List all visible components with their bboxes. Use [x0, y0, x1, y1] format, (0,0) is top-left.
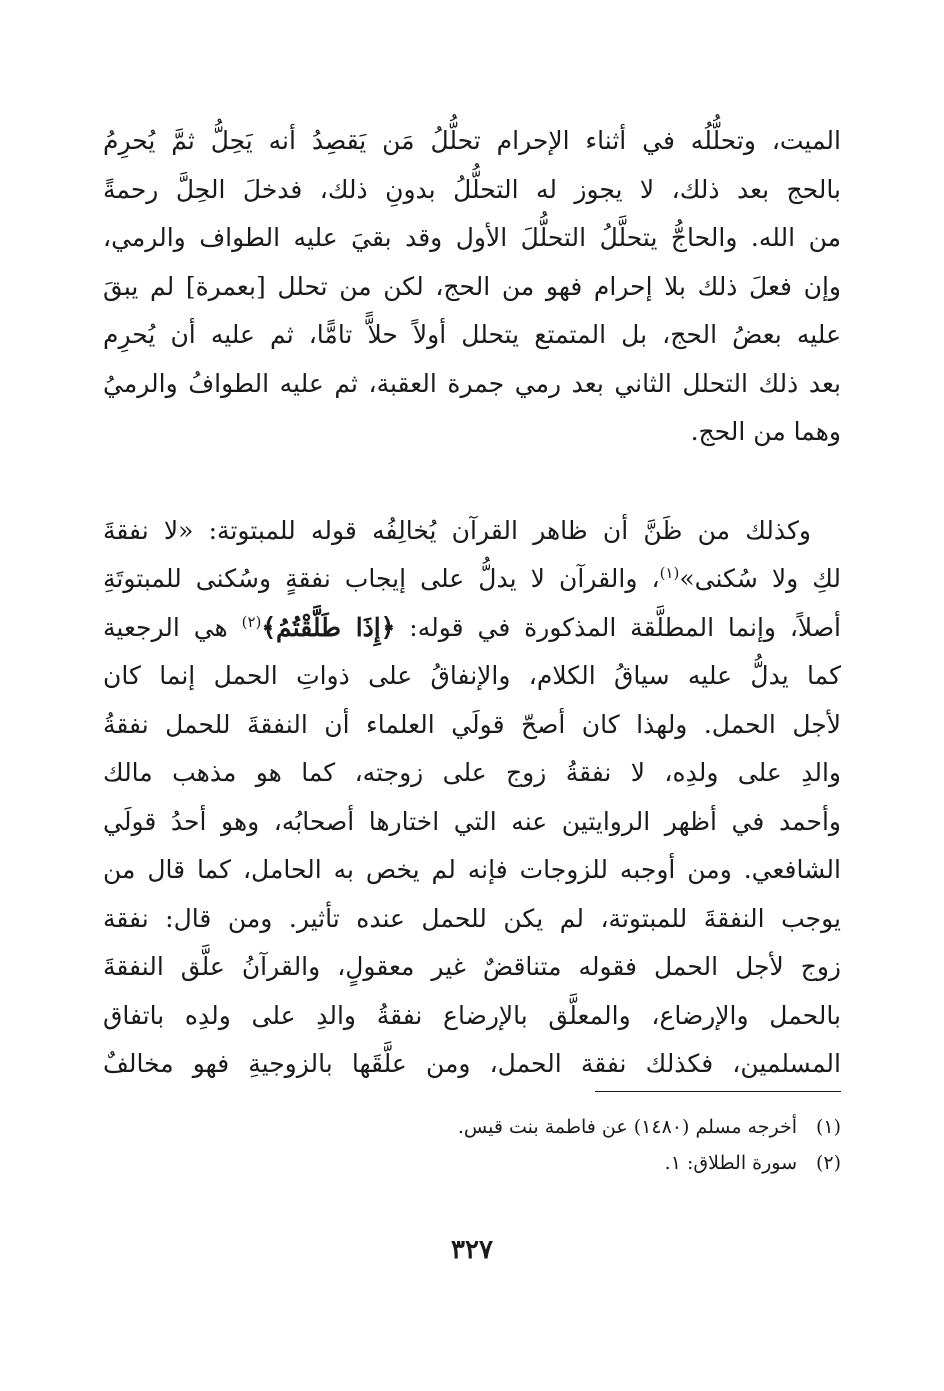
- text-line: [103, 566, 841, 615]
- text-line: وكذلك من ظَنَّ أن ظاهر القرآن يُخالِفُه قوله للمبتوتة: «لا نفقةَ: [103, 515, 811, 545]
- footnotes: [321, 1118, 841, 1190]
- footnote-ref-2: (٢): [241, 612, 262, 631]
- text-line: وهما من الحج.: [690, 417, 841, 446]
- text-line: الميت، وتحلُّلُه في أثناء الإحرام تحلُّلُ مَن يَقصِدُ أنه يَحِلُّ ثمَّ يُحرِمُ: [103, 126, 841, 155]
- paragraph-gap: [103, 468, 841, 518]
- text-line: لأجل الحمل. ولهذا كان أصحّ قولَي العلماء أن النفقةَ للحمل نفقةُ: [103, 709, 841, 739]
- text-line: بالحج بعد ذلك، لا يجوز له التحلُّلُ بدونِ ذلك، فدخلَ الحِلَّ رحمةً: [103, 174, 841, 204]
- quran-verse: ﴿إِذَا طَلَّقْتُمُ﴾: [261, 612, 396, 642]
- text-line: المسلمين، فكذلك نفقة الحمل، ومن علَّقَها بالزوجيةِ فهو مخالفٌ: [103, 1049, 841, 1078]
- text-line: يوجب النفقةَ للمبتوتة، لم يكن للحمل عنده تأثير. ومن قال: نفقة: [103, 903, 841, 933]
- text-line: [103, 612, 842, 664]
- text-line: زوج لأجل الحمل فقوله متناقضٌ غير معقولٍ، والقرآنُ علَّق النفقةَ: [103, 952, 841, 981]
- footnote-1: [321, 1118, 841, 1154]
- text-segment: هي الرجعية: [103, 612, 242, 642]
- text-segment: ، والقرآن لا يدلُّ على إيجاب نفقةٍ وسُكنى للمبتوتَةِ: [103, 564, 660, 593]
- text-line: وأحمد في أظهر الروايتين عنه التي اختارها أصحابُه، وهو أحدُ قولَي: [103, 806, 841, 836]
- text-line: من الله. والحاجُّ يتحلَّلُ التحلُّلَ الأول وقد بقيَ عليه الطواف والرمي،: [103, 223, 841, 252]
- text-line: عليه بعضُ الحج، بل المتمتع يتحلل أولاً حلاًّ تامًّا، ثم عليه أن يُحرِم: [103, 320, 841, 349]
- page-number: ٣٢٧: [451, 1235, 493, 1265]
- footnote-text: أخرجه مسلم (١٤٨٠) عن فاطمة بنت قيس.: [457, 1116, 797, 1138]
- text-line: وإن فعلَ ذلك بلا إحرام فهو من الحج، لكن من تحلل [بعمرة] لم يبقَ: [103, 271, 841, 301]
- footnote-number: (١): [815, 1116, 841, 1138]
- paragraph-2: [103, 515, 842, 1100]
- paragraph-1: [103, 128, 841, 468]
- footnote-ref-1: (١): [659, 564, 680, 582]
- footnote-2: [321, 1154, 841, 1190]
- text-line: الشافعي. ومن أوجبه للزوجات فإنه لم يخص به الحامل، كما قال من: [103, 855, 841, 884]
- footnote-text: سورة الطلاق: ١.: [664, 1152, 797, 1174]
- main-text: [103, 128, 841, 1100]
- text-segment: أصلاً، وإنما المطلَّقة المذكورة في قوله:: [395, 612, 842, 642]
- text-line: والدِ على ولدِه، لا نفقةُ زوج على زوجته، كما هو مذهب مالك: [103, 758, 841, 787]
- footnote-number: (٢): [815, 1152, 841, 1174]
- text-line: كما يدلُّ عليه سياقُ الكلام، والإنفاقُ على ذواتِ الحمل إنما كان: [103, 661, 841, 690]
- footnote-divider: [595, 1091, 841, 1092]
- text-line: بالحمل والإرضاع، والمعلَّق بالإرضاع نفقةُ والدِ على ولدِه باتفاق: [103, 1000, 841, 1030]
- text-segment: لكِ ولا سُكنى»: [679, 564, 841, 593]
- text-line: بعد ذلك التحلل الثاني بعد رمي جمرة العقبة، ثم عليه الطوافُ والرميُ: [103, 368, 841, 398]
